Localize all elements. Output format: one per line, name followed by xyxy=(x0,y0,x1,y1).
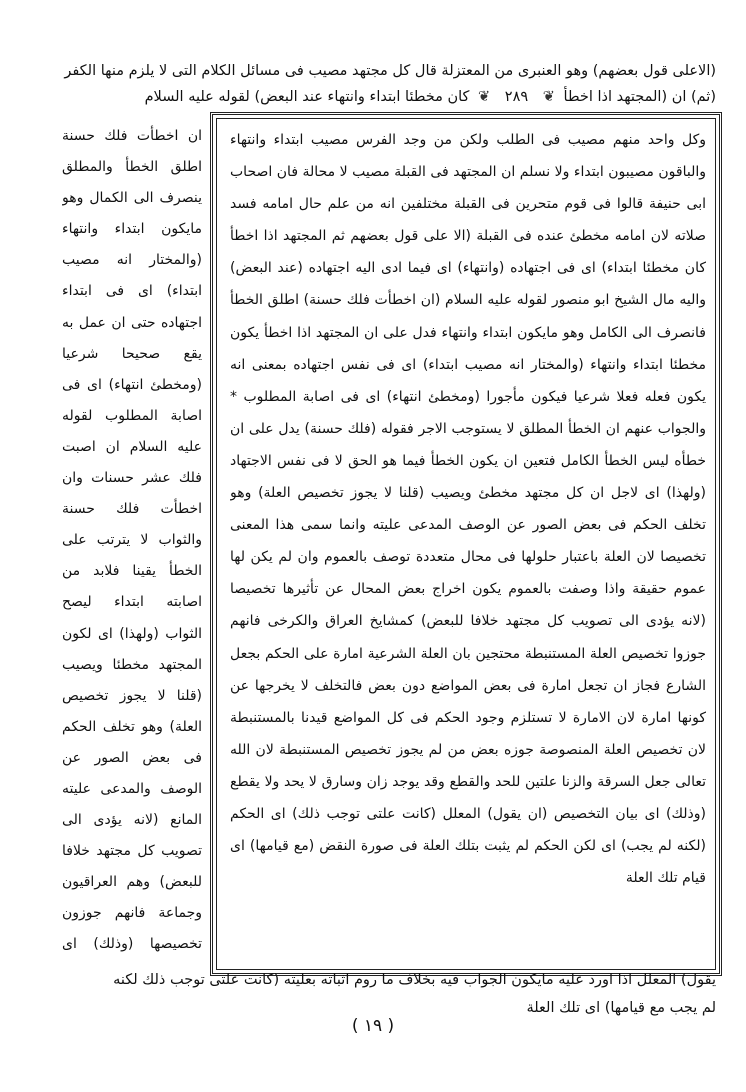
footer-line-2: لم يجب مع قيامها) اى تلك العلة xyxy=(526,1000,716,1016)
header-line-1: (الاعلى قول بعضهم) وهو العنبرى من المعتزلة قال كل مجتهد مصيب فى مسائل الكلام التى لا يلزم منها الكفر xyxy=(64,63,716,79)
main-text: وكل واحد منهم مصيب فى الطلب ولكن من وجد الفرس مصيب ابتداء وانتهاء والباقون مصيبون ابتداء ولا نسلم ان المجتهد فى القبلة مصيب لا محالة فان اصحاب ابى حنيفة قالوا فى قوم متحرين فى القبلة مختلفين انه من علم حال امامه فسد صلاته لان امامه مخطئ عنده فى القبلة (الا على قول بعضهم ثم المجتهد اذا اخطأ كان مخطئا ابتداء) اى فى اجتهاده (وانتهاء) اى فيما ادى اليه اجتهاده (عند البعض) واليه مال الشيخ ابو منصور لقوله عليه السلام (ان اخطأت فلك حسنة) اطلق الخطأ فانصرف الى الكامل وهو مايكون ابتداء وانتهاء فدل على ان المجتهد اذا اخطأ يكون مخطئا ابتداء وانتهاء (والمختار انه مصيب ابتداء) اى فى نفس اجتهاده بمعنى انه يكون فعله فعلا شرعيا فيكون مأجورا (ومخطئ انتهاء) اى فى اصابة المطلوب * والجواب عنهم ان الخطأ المطلق لا يستوجب الاجر فقوله (فلك حسنة) يدل على ان خطأه ليس الخطأ الكامل فتعين ان يكون الخطأ فيما هو الحق لا فى نفس الاجتهاد (ولهذا) اى لاجل ان كل مجتهد مخطئ ويصيب (قلنا لا يجوز تخصيص العلة) وهو تخلف الحكم فى بعض الصور عن الوصف المدعى عليته وانما سمى هذا المعنى تخصيصا لان العلة باعتبار حلولها فى محال متعددة توصف بالعموم وان لم يكن لها عموم حقيقة واذا وصفت بالعموم يكون اخراج بعض المحال عن تأثيرها تخصيصا (لانه يؤدى الى تصويب كل مجتهد خلافا للبعض) كمشايخ العراق والكرخى فانهم جوزوا تخصيص العلة المستنبطة محتجين بان العلة الشرعية امارة على الحكم بجعل الشارع فجاز ان تجعل امارة فى بعض المواضع دون بعض فالتخلف لا يخرجها عن كونها امارة لان الامارة لا تستلزم وجود الحكم فى كل المواضع قيدنا بالمستنبطة لان تخصيص العلة المنصوصة جوزه بعض من لم يجوز تخصيص المستنبطة لان الله تعالى جعل السرقة والزنا علتين للحد والقطع وقد يوجد زان وسارق لا يحد ولا يقطع (وذلك) اى بيان التخصيص (ان يقول) المعلل (كانت علتى توجب ذلك) اى الحكم (لكنه لم يجب) اى لكن الحكم لم يثبت بتلك العلة فى صورة النقض (مع قيامها) اى قيام تلك العلة xyxy=(230,132,706,887)
ornament-right-icon: ❦ xyxy=(542,89,555,105)
header-line-2-end: كان مخطئا ابتداء وانتهاء عند البعض) لقوله عليه السلام xyxy=(144,89,470,105)
ornament-left-icon: ❦ xyxy=(478,89,491,105)
footer-line-1: يقول) المعلل اذا اورد عليه مايكون الجواب فيه بخلاف ما روم اثباته بعليته (كانت علتى توجب ذلك لكنه xyxy=(113,972,716,988)
header-line-2-start: (ثم) ان (المجتهد اذا اخطأ xyxy=(563,89,716,105)
page-header xyxy=(58,58,716,110)
margin-text: ان اخطأت فلك حسنة اطلق الخطأ والمطلق ينصرف الى الكمال وهو مايكون ابتداء وانتهاء (والمختار انه مصيب ابتداء) اى فى ابتداء اجتهاده حتى ان عمل به يقع صحيحا شرعيا (ومخطئ انتهاء) اى فى اصابة المطلوب لقوله عليه السلام ان اصبت فلك عشر حسنات وان اخطأت فلك حسنة والثواب لا يترتب على الخطأ يقينا فلابد من اصابته ابتداء ليصح الثواب (ولهذا) اى لكون المجتهد مخطئا ويصيب (قلنا لا يجوز تخصيص العلة) وهو تخلف الحكم فى بعض الصور عن الوصف والمدعى عليته المانع (لانه يؤدى الى تصويب كل مجتهد خلافا للبعض) وهم العراقيون وجماعة فانهم جوزون تخصيصها (وذلك) اى xyxy=(62,128,202,953)
margin-commentary xyxy=(62,121,202,966)
header-page-number: ٢٨٩ xyxy=(504,89,529,105)
header-line-2 xyxy=(58,84,716,110)
page-number: ( ١٩ ) xyxy=(351,1016,395,1036)
main-text-block xyxy=(230,124,706,960)
page-footer-text xyxy=(30,966,716,1022)
